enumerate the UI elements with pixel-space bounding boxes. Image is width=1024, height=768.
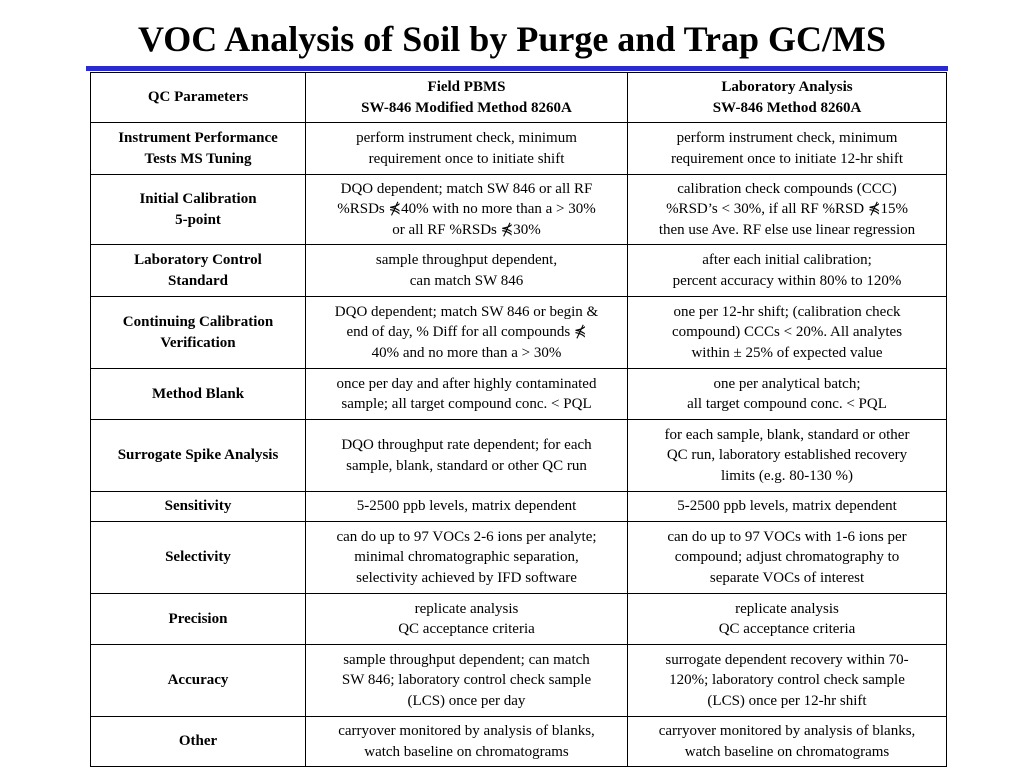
qc-parameter-cell-line: 5-point [175,211,221,228]
field-pbms-cell [306,369,628,420]
laboratory-analysis-cell-line: 5-2500 ppb levels, matrix dependent [677,498,897,515]
table-row [91,717,947,767]
qc-parameter-cell-line: Sensitivity [164,498,232,515]
header-lab-line: Laboratory Analysis [721,79,853,95]
laboratory-analysis-cell-line: then use Ave. RF else use linear regression [658,221,916,238]
laboratory-analysis-cell-line: one per 12-hr shift; (calibration check [673,303,901,320]
qc-parameter-cell-line: Accuracy [167,672,229,689]
laboratory-analysis-cell [628,522,947,594]
field-pbms-cell-line: requirement once to initiate shift [368,150,565,167]
laboratory-analysis-cell-line: limits (e.g. 80-130 %) [720,467,854,484]
table-row [91,175,947,245]
laboratory-analysis-cell [628,492,947,522]
laboratory-analysis-cell [628,297,947,369]
field-pbms-cell [306,245,628,297]
laboratory-analysis-cell [628,717,947,767]
table-row [91,297,947,369]
field-pbms-cell-line: replicate analysis [414,600,519,617]
table-row [91,645,947,717]
field-pbms-cell-line: selectivity achieved by IFD software [356,569,577,586]
field-pbms-cell-line: sample, blank, standard or other QC run [346,457,587,474]
laboratory-analysis-cell-line: carryover monitored by analysis of blanks, [658,723,916,739]
qc-parameter-cell [91,420,306,492]
table-row [91,245,947,297]
field-pbms-cell-line: SW 846; laboratory control check sample [341,672,592,689]
qc-parameter-cell-line: Surrogate Spike Analysis [117,447,279,464]
laboratory-analysis-cell-line: watch baseline on chromatograms [684,743,890,760]
header-laboratory-analysis [628,73,947,123]
laboratory-analysis-cell-line: replicate analysis [735,600,839,617]
table-row [91,492,947,522]
title-underline [86,66,948,71]
field-pbms-cell [306,297,628,369]
laboratory-analysis-cell-line: all target compound conc. < PQL [687,396,887,412]
field-pbms-cell-line: carryover monitored by analysis of blanks, [338,723,595,739]
header-lab-line: SW-846 Method 8260A [712,99,862,116]
header-field-pbms-line: Field PBMS [427,79,506,95]
table-row [91,123,947,175]
laboratory-analysis-cell-line: within ± 25% of expected value [691,344,883,361]
laboratory-analysis-cell-line: %RSD’s < 30%, if all RF %RSD ⋠15% [666,201,908,218]
table-row [91,594,947,645]
qc-parameter-cell-line: Verification [160,334,236,351]
qc-parameter-cell-line: Instrument Performance [118,130,278,146]
qc-parameter-cell [91,175,306,245]
laboratory-analysis-cell-line: one per analytical batch; [713,375,861,392]
laboratory-analysis-cell [628,594,947,645]
qc-parameter-cell [91,522,306,594]
table-row [91,420,947,492]
field-pbms-cell [306,492,628,522]
laboratory-analysis-cell-line: after each initial calibration; [702,252,872,268]
field-pbms-cell [306,522,628,594]
field-pbms-cell [306,420,628,492]
qc-parameter-cell-line: Precision [168,610,228,627]
laboratory-analysis-cell-line: 120%; laboratory control check sample [669,672,905,689]
qc-parameter-cell-line: Other [178,733,218,750]
field-pbms-cell [306,123,628,175]
laboratory-analysis-cell-line: requirement once to initiate 12-hr shift [670,150,903,167]
qc-parameter-cell-line: Standard [167,272,229,289]
header-field-pbms [306,73,628,123]
table-header-row [91,73,947,123]
laboratory-analysis-cell-line: compound; adjust chromatography to [674,549,900,566]
header-qc-parameters: QC Parameters [91,73,306,123]
field-pbms-cell-line: 5-2500 ppb levels, matrix dependent [356,498,577,515]
field-pbms-cell-line: (LCS) once per day [407,692,526,709]
laboratory-analysis-cell-line: (LCS) once per 12-hr shift [707,692,867,709]
field-pbms-cell [306,594,628,645]
field-pbms-cell-line: sample; all target compound conc. < PQL [341,396,592,412]
laboratory-analysis-cell-line: QC acceptance criteria [718,621,856,637]
laboratory-analysis-cell [628,420,947,492]
field-pbms-cell-line: %RSDs ⋠40% with no more than a > 30% [337,201,596,218]
laboratory-analysis-cell [628,645,947,717]
laboratory-analysis-cell-line: calibration check compounds (CCC) [677,180,897,197]
qc-parameter-cell-line: Continuing Calibration [122,314,274,330]
qc-parameter-cell-line: Method Blank [151,385,245,402]
laboratory-analysis-cell [628,175,947,245]
qc-parameter-cell-line: Initial Calibration [139,191,257,207]
field-pbms-cell-line: 40% and no more than a > 30% [371,344,562,361]
field-pbms-cell-line: DQO dependent; match SW 846 or begin & [334,303,599,320]
field-pbms-cell-line: end of day, % Diff for all compounds ⋠ [346,324,587,341]
laboratory-analysis-cell-line: separate VOCs of interest [709,569,865,586]
qc-comparison-table [90,72,947,767]
field-pbms-cell-line: QC acceptance criteria [398,621,535,637]
qc-parameter-cell [91,594,306,645]
table-row [91,369,947,420]
qc-parameter-cell-line: Tests MS Tuning [144,150,252,167]
qc-parameter-cell [91,123,306,175]
field-pbms-cell [306,645,628,717]
header-field-pbms-line: SW-846 Modified Method 8260A [361,99,572,116]
laboratory-analysis-cell-line: for each sample, blank, standard or other [664,426,910,443]
qc-parameter-cell [91,717,306,767]
laboratory-analysis-cell-line: QC run, laboratory established recovery [666,447,908,464]
qc-parameter-cell-line: Selectivity [165,549,231,566]
field-pbms-cell-line: minimal chromatographic separation, [354,549,579,566]
field-pbms-cell-line: can do up to 97 VOCs 2-6 ions per analyte; [336,528,597,545]
qc-parameter-cell-line: Laboratory Control [134,252,262,268]
qc-parameter-cell [91,369,306,420]
field-pbms-cell-line: DQO throughput rate dependent; for each [341,437,592,453]
qc-parameter-cell [91,492,306,522]
field-pbms-cell-line: once per day and after highly contaminated [336,375,597,392]
field-pbms-cell-line: watch baseline on chromatograms [364,743,569,760]
field-pbms-cell-line: sample throughput dependent, [375,252,558,268]
field-pbms-cell [306,175,628,245]
field-pbms-cell-line: DQO dependent; match SW 846 or all RF [340,180,593,197]
table-row [91,522,947,594]
laboratory-analysis-cell [628,245,947,297]
page-title: VOC Analysis of Soil by Purge and Trap GC/MS [137,19,887,59]
field-pbms-cell-line: or all RF %RSDs ⋠30% [392,221,541,238]
field-pbms-cell [306,717,628,767]
laboratory-analysis-cell-line: compound) CCCs < 20%. All analytes [671,324,903,341]
field-pbms-cell-line: sample throughput dependent; can match [343,651,590,668]
field-pbms-cell-line: perform instrument check, minimum [356,130,577,146]
qc-parameter-cell [91,645,306,717]
qc-parameter-cell [91,297,306,369]
laboratory-analysis-cell-line: perform instrument check, minimum [676,130,898,146]
laboratory-analysis-cell-line: can do up to 97 VOCs with 1-6 ions per [667,528,907,545]
laboratory-analysis-cell [628,369,947,420]
laboratory-analysis-cell-line: surrogate dependent recovery within 70- [665,651,909,668]
laboratory-analysis-cell-line: percent accuracy within 80% to 120% [672,272,902,289]
qc-parameter-cell [91,245,306,297]
field-pbms-cell-line: can match SW 846 [409,272,524,289]
laboratory-analysis-cell [628,123,947,175]
